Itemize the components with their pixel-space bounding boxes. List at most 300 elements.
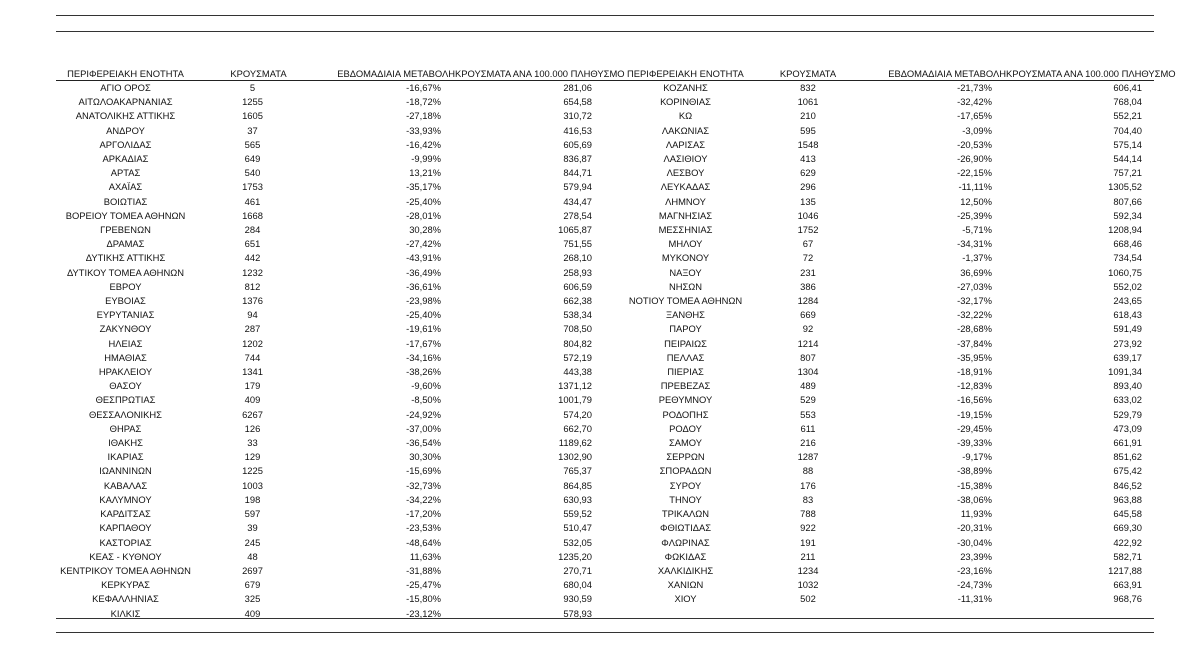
right-weekly-change: 36,69% — [960, 266, 992, 278]
left-cases-per-100k: 310,72 — [563, 110, 592, 122]
left-cases-per-100k: 572,19 — [563, 351, 592, 363]
left-weekly-change: -27,18% — [406, 110, 441, 122]
right-weekly-change: -21,73% — [957, 82, 992, 93]
table-row — [56, 124, 1154, 138]
right-region-name: ΡΟΔΟΥ — [669, 422, 702, 434]
right-cases-count: 210 — [800, 110, 816, 122]
right-weekly-change: -25,39% — [957, 209, 992, 221]
right-weekly-change: 23,39% — [960, 550, 992, 562]
left-cases-per-100k: 510,47 — [563, 522, 592, 534]
right-cases-per-100k: 645,58 — [1113, 508, 1142, 520]
right-cases-count: 832 — [800, 82, 816, 93]
table-row — [56, 479, 1154, 493]
right-weekly-change: -3,09% — [962, 124, 992, 136]
left-cases-per-100k: 1189,62 — [558, 437, 592, 449]
right-cases-count: 669 — [800, 309, 816, 321]
right-cases-per-100k: 243,65 — [1113, 295, 1142, 307]
left-cases-per-100k: 1235,20 — [558, 550, 592, 562]
header-cases-per-100k: ΚΡΟΥΣΜΑΤΑ ΑΝΑ 100.000 ΠΛΗΘΥΣΜΟ — [1006, 68, 1176, 79]
left-weekly-change: -28,01% — [406, 209, 441, 221]
left-weekly-change: -37,00% — [406, 422, 441, 434]
right-cases-count: 413 — [800, 153, 816, 165]
right-cases-per-100k: 851,62 — [1113, 451, 1142, 463]
left-cases-per-100k: 804,82 — [563, 337, 592, 349]
right-cases-per-100k: 606,41 — [1113, 82, 1142, 93]
left-cases-per-100k: 1371,12 — [558, 380, 592, 392]
right-weekly-change: -32,22% — [957, 309, 992, 321]
left-region-name: ΒΟΡΕΙΟΥ ΤΟΜΕΑ ΑΘΗΝΩΝ — [65, 209, 186, 221]
table-row — [56, 81, 1154, 96]
right-cases-per-100k: 663,91 — [1113, 579, 1142, 591]
left-region-name: ΚΑΣΤΟΡΙΑΣ — [99, 536, 152, 548]
table-row — [56, 379, 1154, 393]
right-weekly-change: -38,06% — [957, 493, 992, 505]
table-row — [56, 166, 1154, 180]
right-cases-count: 1046 — [797, 209, 819, 221]
right-region-name: ΠΕΛΛΑΣ — [666, 351, 705, 363]
right-cases-per-100k: 1060,75 — [1108, 266, 1142, 278]
right-cases-per-100k: 473,09 — [1113, 422, 1142, 434]
right-cases-count: 595 — [800, 124, 816, 136]
left-region-name: ΓΡΕΒΕΝΩΝ — [100, 224, 151, 236]
table-row — [56, 493, 1154, 507]
right-cases-per-100k: 592,34 — [1113, 209, 1142, 221]
right-cases-count: 176 — [800, 479, 816, 491]
left-cases-per-100k: 864,85 — [563, 479, 592, 491]
right-cases-count: 529 — [800, 394, 816, 406]
bottom-rule-1 — [56, 618, 1154, 619]
right-cases-count: 216 — [800, 437, 816, 449]
right-cases-count: 788 — [800, 508, 816, 520]
left-cases-count: 409 — [244, 394, 261, 406]
right-cases-per-100k: 1305,52 — [1108, 181, 1142, 193]
left-cases-per-100k: 708,50 — [563, 323, 592, 335]
right-region-name: ΛΕΥΚΑΔΑΣ — [660, 181, 711, 193]
left-cases-per-100k: 844,71 — [563, 167, 592, 179]
right-cases-per-100k: 963,88 — [1113, 493, 1142, 505]
left-cases-count: 179 — [244, 380, 261, 392]
left-cases-per-100k: 680,04 — [563, 579, 592, 591]
left-weekly-change: 13,21% — [409, 167, 441, 179]
top-rule-2 — [56, 31, 1154, 32]
left-cases-per-100k: 1001,79 — [558, 394, 592, 406]
right-cases-count: 1548 — [797, 138, 819, 150]
right-region-name: ΡΕΘΥΜΝΟΥ — [658, 394, 713, 406]
header-region: ΠΕΡΙΦΕΡΕΙΑΚΗ ΕΝΟΤΗΤΑ — [56, 67, 195, 81]
left-region-name: ΕΒΡΟΥ — [109, 280, 142, 292]
cases-table — [56, 67, 1176, 621]
left-cases-count: 2697 — [242, 564, 263, 576]
left-cases-count: 565 — [244, 138, 261, 150]
left-region-name: ΑΙΤΩΛΟΑΚΑΡΝΑΝΙΑΣ — [78, 96, 173, 108]
left-region-name: ΘΗΡΑΣ — [109, 422, 142, 434]
right-region-name: ΤΗΝΟΥ — [669, 493, 702, 505]
right-cases-per-100k: 552,21 — [1113, 110, 1142, 122]
left-region-name: ΗΡΑΚΛΕΙΟΥ — [98, 366, 153, 378]
left-region-name: ΑΡΓΟΛΙΔΑΣ — [99, 138, 152, 150]
right-cases-count: 502 — [800, 593, 816, 605]
left-cases-count: 33 — [247, 437, 258, 449]
table-row — [56, 536, 1154, 550]
left-weekly-change: -17,20% — [406, 508, 441, 520]
right-cases-per-100k: 734,54 — [1113, 252, 1142, 264]
right-cases-count: 489 — [800, 380, 816, 392]
left-cases-per-100k: 268,10 — [563, 252, 592, 264]
right-weekly-change: -35,95% — [957, 351, 992, 363]
right-weekly-change: -5,71% — [962, 224, 992, 236]
right-weekly-change: -15,38% — [957, 479, 992, 491]
left-region-name: ΚΑΡΔΙΤΣΑΣ — [100, 508, 151, 520]
right-region-name: ΜΕΣΣΗΝΙΑΣ — [658, 224, 713, 236]
left-cases-count: 1232 — [242, 266, 263, 278]
left-cases-count: 651 — [244, 238, 261, 250]
right-region-name: ΦΩΚΙΔΑΣ — [664, 550, 707, 562]
left-weekly-change: -34,22% — [406, 493, 441, 505]
right-weekly-change: -38,89% — [957, 465, 992, 477]
left-region-name: ΑΡΚΑΔΙΑΣ — [102, 153, 149, 165]
table-row — [56, 564, 1154, 578]
left-cases-count: 129 — [244, 451, 261, 463]
right-cases-count: 191 — [800, 536, 816, 548]
right-cases-count: 1284 — [797, 295, 819, 307]
left-weekly-change: -23,53% — [406, 522, 441, 534]
right-weekly-change: -26,90% — [957, 153, 992, 165]
right-weekly-change: -29,45% — [957, 422, 992, 434]
left-region-name: ΔΥΤΙΚΗΣ ΑΤΤΙΚΗΣ — [85, 252, 166, 264]
table-row — [56, 550, 1154, 564]
left-weekly-change: -25,40% — [406, 195, 441, 207]
left-region-name: ΘΕΣΠΡΩΤΙΑΣ — [95, 394, 156, 406]
right-cases-count: 72 — [802, 252, 814, 264]
table-row — [56, 266, 1154, 280]
right-region-name: ΠΑΡΟΥ — [669, 323, 702, 335]
right-cases-per-100k: 639,17 — [1113, 351, 1142, 363]
right-cases-per-100k: 893,40 — [1113, 380, 1142, 392]
table-row — [56, 322, 1154, 336]
right-cases-per-100k: 273,92 — [1113, 337, 1142, 349]
left-cases-count: 1003 — [242, 479, 263, 491]
left-cases-per-100k: 278,54 — [563, 209, 592, 221]
right-region-name: ΝΟΤΙΟΥ ΤΟΜΕΑ ΑΘΗΝΩΝ — [628, 295, 743, 307]
left-cases-count: 198 — [244, 493, 261, 505]
left-weekly-change: 30,30% — [409, 451, 441, 463]
table-row — [56, 408, 1154, 422]
left-cases-count: 6267 — [242, 408, 263, 420]
left-region-name: ΙΩΑΝΝΙΝΩΝ — [99, 465, 152, 477]
left-cases-per-100k: 281,06 — [563, 82, 592, 93]
left-cases-per-100k: 270,71 — [563, 564, 592, 576]
right-cases-per-100k: 675,42 — [1113, 465, 1142, 477]
left-region-name: ΖΑΚΥΝΘΟΥ — [99, 323, 152, 335]
right-weekly-change: -19,15% — [957, 408, 992, 420]
right-cases-count: 553 — [800, 408, 816, 420]
right-cases-count: 1061 — [797, 96, 819, 108]
right-region-name: ΛΑΚΩΝΙΑΣ — [661, 124, 710, 136]
left-weekly-change: -48,64% — [406, 536, 441, 548]
left-weekly-change: -16,42% — [406, 138, 441, 150]
left-region-name: ΑΡΤΑΣ — [110, 167, 141, 179]
right-cases-count: 211 — [800, 550, 816, 562]
header-weekly-change: ΕΒΔΟΜΑΔΙΑΙΑ ΜΕΤΑΒΟΛΗ — [869, 67, 1006, 81]
right-cases-per-100k: 807,66 — [1113, 195, 1142, 207]
left-region-name: ΕΥΡΥΤΑΝΙΑΣ — [96, 309, 155, 321]
left-region-name: ΔΥΤΙΚΟΥ ΤΟΜΕΑ ΑΘΗΝΩΝ — [66, 266, 185, 278]
left-cases-per-100k: 258,93 — [563, 266, 592, 278]
left-cases-count: 679 — [244, 579, 261, 591]
left-cases-per-100k: 606,59 — [563, 280, 592, 292]
top-rule-1 — [56, 15, 1154, 16]
right-region-name: ΠΕΙΡΑΙΩΣ — [664, 337, 707, 349]
left-cases-per-100k: 443,38 — [563, 366, 592, 378]
right-cases-per-100k: 544,14 — [1113, 153, 1142, 165]
left-weekly-change: -24,92% — [406, 408, 441, 420]
left-cases-per-100k: 930,59 — [563, 593, 592, 605]
table-row — [56, 223, 1154, 237]
right-region-name: ΜΑΓΝΗΣΙΑΣ — [658, 209, 713, 221]
right-weekly-change: -18,91% — [957, 366, 992, 378]
left-cases-per-100k: 578,93 — [563, 607, 592, 619]
left-cases-count: 442 — [244, 252, 261, 264]
left-cases-per-100k: 765,37 — [563, 465, 592, 477]
left-weekly-change: -23,98% — [406, 295, 441, 307]
right-cases-count: 92 — [802, 323, 814, 335]
right-cases-per-100k: 846,52 — [1113, 479, 1142, 491]
table-row — [56, 337, 1154, 351]
table-row — [56, 109, 1154, 123]
left-weekly-change: -32,73% — [406, 479, 441, 491]
table-row — [56, 237, 1154, 251]
left-weekly-change: -23,12% — [406, 607, 441, 619]
left-region-name: ΗΜΑΘΙΑΣ — [104, 351, 147, 363]
right-cases-count: 88 — [802, 465, 814, 477]
right-cases-count: 1234 — [797, 564, 819, 576]
right-cases-count: 807 — [800, 351, 816, 363]
left-cases-count: 37 — [247, 124, 258, 136]
left-cases-count: 461 — [244, 195, 261, 207]
left-cases-count: 1605 — [242, 110, 263, 122]
right-weekly-change: 11,93% — [960, 508, 992, 520]
left-cases-per-100k: 1065,87 — [558, 224, 592, 236]
right-weekly-change: -20,31% — [957, 522, 992, 534]
table-row — [56, 365, 1154, 379]
left-cases-count: 540 — [244, 167, 261, 179]
left-weekly-change: -36,61% — [406, 280, 441, 292]
left-cases-count: 1376 — [242, 295, 263, 307]
left-cases-per-100k: 751,55 — [563, 238, 592, 250]
right-region-name: ΦΘΙΩΤΙΔΑΣ — [659, 522, 712, 534]
right-cases-per-100k: 618,43 — [1113, 309, 1142, 321]
left-region-name: ΑΝΑΤΟΛΙΚΗΣ ΑΤΤΙΚΗΣ — [75, 110, 176, 122]
table-row — [56, 294, 1154, 308]
left-region-name: ΙΚΑΡΙΑΣ — [107, 451, 144, 463]
right-weekly-change: -28,68% — [957, 323, 992, 335]
right-weekly-change: -32,42% — [957, 96, 992, 108]
left-cases-count: 1202 — [242, 337, 263, 349]
left-region-name: ΚΑΡΠΑΘΟΥ — [99, 522, 152, 534]
right-cases-per-100k: 668,46 — [1113, 238, 1142, 250]
left-weekly-change: -34,16% — [406, 351, 441, 363]
right-cases-per-100k: 661,91 — [1113, 437, 1142, 449]
table-row — [56, 436, 1154, 450]
right-weekly-change: -11,31% — [957, 593, 992, 605]
left-cases-count: 5 — [249, 82, 256, 93]
left-cases-count: 126 — [244, 422, 261, 434]
left-region-name: ΚΕΦΑΛΛΗΝΙΑΣ — [92, 593, 159, 605]
right-cases-count: 629 — [800, 167, 816, 179]
left-cases-count: 1225 — [242, 465, 263, 477]
left-weekly-change: -19,61% — [406, 323, 441, 335]
left-region-name: ΚΑΛΥΜΝΟΥ — [99, 493, 152, 505]
right-weekly-change: -11,11% — [958, 181, 992, 193]
right-region-name: ΛΑΡΙΣΑΣ — [665, 138, 706, 150]
right-weekly-change: -20,53% — [957, 138, 992, 150]
right-weekly-change: -27,03% — [957, 280, 992, 292]
left-region-name: ΔΡΑΜΑΣ — [106, 238, 145, 250]
table-row — [56, 422, 1154, 436]
left-region-name: ΑΝΔΡΟΥ — [106, 124, 145, 136]
left-cases-count: 1668 — [242, 209, 263, 221]
right-cases-count: 1287 — [797, 451, 819, 463]
right-region-name: ΛΕΣΒΟΥ — [666, 167, 705, 179]
left-weekly-change: 30,28% — [409, 224, 441, 236]
right-region-name: ΠΙΕΡΙΑΣ — [667, 366, 704, 378]
left-cases-per-100k: 836,87 — [563, 153, 592, 165]
header-cases-per-100k: ΚΡΟΥΣΜΑΤΑ ΑΝΑ 100.000 ΠΛΗΘΥΣΜΟ — [455, 68, 625, 79]
left-weekly-change: -33,93% — [406, 124, 441, 136]
right-weekly-change: -30,04% — [957, 536, 992, 548]
table-row — [56, 308, 1154, 322]
right-cases-per-100k: 768,04 — [1113, 96, 1142, 108]
right-cases-per-100k: 575,14 — [1113, 138, 1142, 150]
right-cases-per-100k: 552,02 — [1113, 280, 1142, 292]
right-region-name: ΛΗΜΝΟΥ — [665, 195, 706, 207]
right-region-name: ΝΑΞΟΥ — [669, 266, 702, 278]
left-region-name: ΘΑΣΟΥ — [109, 380, 142, 392]
right-weekly-change: -23,16% — [957, 564, 992, 576]
right-region-name: ΣΠΟΡΑΔΩΝ — [659, 465, 712, 477]
right-cases-count: 611 — [800, 422, 816, 434]
right-cases-per-100k: 633,02 — [1113, 394, 1142, 406]
table-row — [56, 180, 1154, 194]
left-cases-per-100k: 434,47 — [563, 195, 592, 207]
table-row — [56, 152, 1154, 166]
table-row — [56, 195, 1154, 209]
left-weekly-change: -43,91% — [406, 252, 441, 264]
header-region: ΠΕΡΙΦΕΡΕΙΑΚΗ ΕΝΟΤΗΤΑ — [624, 67, 747, 81]
left-cases-per-100k: 559,52 — [563, 508, 592, 520]
right-cases-count: 231 — [800, 266, 816, 278]
right-cases-count: 83 — [802, 493, 814, 505]
right-region-name: ΣΕΡΡΩΝ — [666, 451, 705, 463]
right-region-name: ΣΥΡΟΥ — [669, 479, 702, 491]
right-weekly-change: -24,73% — [957, 579, 992, 591]
left-region-name: ΒΟΙΩΤΙΑΣ — [103, 195, 148, 207]
left-cases-per-100k: 654,58 — [563, 96, 592, 108]
left-region-name: ΗΛΕΙΑΣ — [108, 337, 143, 349]
left-cases-per-100k: 662,38 — [563, 295, 592, 307]
right-weekly-change: -1,37% — [962, 252, 992, 264]
right-weekly-change: -17,65% — [957, 110, 992, 122]
right-cases-count: 922 — [800, 522, 816, 534]
right-region-name: ΤΡΙΚΑΛΩΝ — [661, 508, 710, 520]
right-cases-per-100k: 582,71 — [1113, 550, 1142, 562]
table-row — [56, 251, 1154, 265]
right-cases-per-100k: 757,21 — [1113, 167, 1142, 179]
right-weekly-change: -39,33% — [957, 437, 992, 449]
right-cases-per-100k: 529,79 — [1113, 408, 1142, 420]
left-cases-count: 1753 — [242, 181, 263, 193]
left-weekly-change: -15,69% — [406, 465, 441, 477]
right-weekly-change: 12,50% — [960, 195, 992, 207]
left-cases-count: 39 — [247, 522, 258, 534]
right-cases-count: 67 — [802, 238, 814, 250]
right-cases-per-100k: 1208,94 — [1108, 224, 1142, 236]
left-weekly-change: -25,47% — [406, 579, 441, 591]
right-region-name: ΞΑΝΘΗΣ — [666, 309, 705, 321]
table-row — [56, 209, 1154, 223]
left-cases-per-100k: 538,34 — [563, 309, 592, 321]
left-region-name: ΚΙΛΚΙΣ — [110, 607, 141, 619]
left-cases-per-100k: 579,94 — [563, 181, 592, 193]
table-row — [56, 521, 1154, 535]
left-weekly-change: -36,49% — [406, 266, 441, 278]
right-region-name: ΜΗΛΟΥ — [668, 238, 703, 250]
left-cases-per-100k: 630,93 — [563, 493, 592, 505]
right-cases-count: 296 — [800, 181, 816, 193]
table-row — [56, 450, 1154, 464]
right-cases-count: 1032 — [797, 579, 819, 591]
left-cases-count: 48 — [247, 550, 258, 562]
left-weekly-change: -17,67% — [406, 337, 441, 349]
right-weekly-change: -37,84% — [957, 337, 992, 349]
left-weekly-change: -35,17% — [406, 181, 441, 193]
right-region-name: ΧΙΟΥ — [674, 593, 697, 605]
table-row — [56, 138, 1154, 152]
right-weekly-change: -9,17% — [962, 451, 992, 463]
header-weekly-change: ΕΒΔΟΜΑΔΙΑΙΑ ΜΕΤΑΒΟΛΗ — [322, 67, 455, 81]
right-cases-per-100k: 1091,34 — [1108, 366, 1142, 378]
table-row — [56, 592, 1154, 606]
right-region-name: ΛΑΣΙΘΙΟΥ — [663, 153, 708, 165]
left-cases-count: 597 — [244, 508, 261, 520]
right-cases-per-100k: 669,30 — [1113, 522, 1142, 534]
right-region-name: ΣΑΜΟΥ — [668, 437, 703, 449]
left-cases-count: 94 — [247, 309, 258, 321]
left-weekly-change: -36,54% — [406, 437, 441, 449]
right-cases-per-100k: 1217,88 — [1108, 564, 1142, 576]
left-cases-per-100k: 416,53 — [563, 124, 592, 136]
right-region-name: ΡΟΔΟΠΗΣ — [662, 408, 709, 420]
right-weekly-change: -16,56% — [957, 394, 992, 406]
left-region-name: ΕΥΒΟΙΑΣ — [105, 295, 146, 307]
left-weekly-change: -9,99% — [411, 153, 441, 165]
right-cases-count: 386 — [800, 280, 816, 292]
left-weekly-change: -31,88% — [406, 564, 441, 576]
left-cases-count: 812 — [244, 280, 261, 292]
table-row — [56, 507, 1154, 521]
right-region-name: ΚΟΡΙΝΘΙΑΣ — [660, 96, 711, 108]
left-region-name: ΚΑΒΑΛΑΣ — [103, 479, 148, 491]
left-cases-per-100k: 605,69 — [563, 138, 592, 150]
left-cases-count: 245 — [244, 536, 261, 548]
table-row — [56, 578, 1154, 592]
left-weekly-change: -15,80% — [406, 593, 441, 605]
left-weekly-change: -25,40% — [406, 309, 441, 321]
table-row — [56, 464, 1154, 478]
right-cases-count: 1214 — [797, 337, 819, 349]
left-weekly-change: -27,42% — [406, 238, 441, 250]
right-region-name: ΦΛΩΡΙΝΑΣ — [661, 536, 710, 548]
